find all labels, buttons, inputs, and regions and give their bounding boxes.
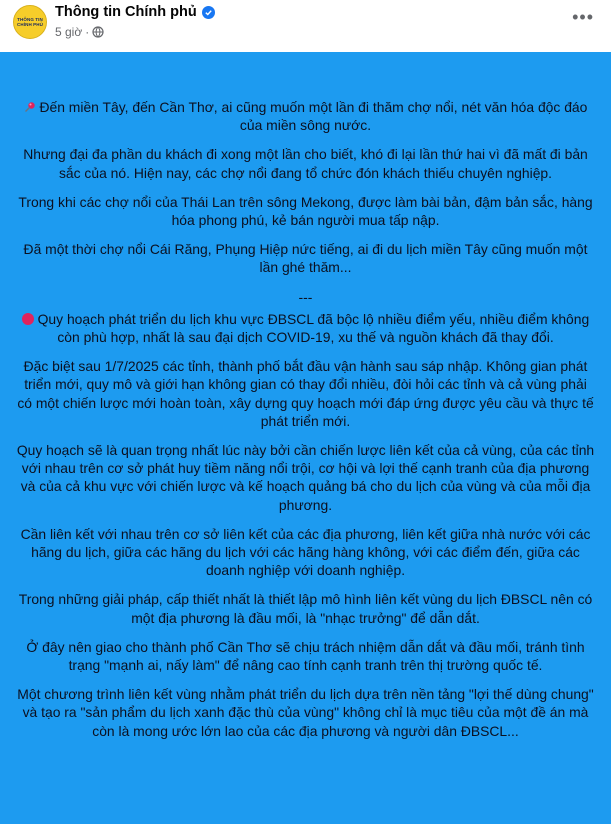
post-paragraph: Đến miền Tây, đến Cần Thơ, ai cũng muốn một lần đi thăm chợ nổi, nét văn hóa độc đáo của miền sông nước. [16,98,595,134]
avatar-text-line2: CHÍNH PHỦ [17,22,43,27]
post-paragraph: Đã một thời chợ nổi Cái Răng, Phụng Hiệp nức tiếng, ai đi du lịch miền Tây cũng muốn một lần ghé thăm... [23,241,588,276]
post-separator: --- [298,288,313,305]
avatar-text-line1: THÔNG TIN [17,17,43,22]
red-circle-icon [22,313,34,325]
more-icon[interactable]: ••• [572,7,594,27]
page-name-row [55,4,215,20]
post-paragraph: Một chương trình liên kết vùng nhằm phát triển du lịch dựa trên nền tảng "lợi thế dùng chung" và tạo ra "sản phẩm du lịch xanh đặc thù của vùng" không chỉ là mục tiêu của một đề án mà còn là mong ước lớn lao của các địa phương và người dân ĐBSCL... [17,686,594,739]
post-paragraph: Trong khi các chợ nổi của Thái Lan trên sông Mekong, được làm bài bản, đậm bản sắc, hàng hóa phong phú, kẻ bán người mua tấp nập. [18,193,593,229]
post-paragraph: Đặc biệt sau 1/7/2025 các tỉnh, thành phố bắt đầu vận hành sau sáp nhập. Không gian phát triển mới, quy mô và giới hạn không gian có thay đổi nhiều, đòi hỏi các tỉnh và cả vùng phải có một chiến lược mới hoàn toàn, xây dựng quy hoạch mới đáp ứng được yêu cầu và thực tế phát triển mới. [17,358,594,429]
post-timestamp[interactable]: 5 giờ [55,25,83,39]
post-meta [55,25,104,39]
post-paragraph: Cần liên kết với nhau trên cơ sở liên kết của các địa phương, liên kết giữa nhà nước với các hãng du lịch, giữa các hãng du lịch với các hãng hàng không, với các điểm đến, giữa các doanh nghiệp với doanh nghiệp. [20,525,591,579]
post-header [0,0,611,52]
post-paragraph: Nhưng đại đa phần du khách đi xong một lần cho biết, khó đi lại lần thứ hai vì đã mất đi bản sắc của nó. Hiện nay, các chợ nổi đang tổ chức đón khách thiếu chuyên nghiệp. [23,146,588,181]
page-avatar[interactable] [13,5,47,39]
verified-badge-icon [202,6,215,19]
pushpin-icon [24,101,36,113]
post-paragraph: Ở đây nên giao cho thành phố Cần Thơ sẽ chịu trách nhiệm dẫn dắt và đầu mối, tránh tình trạng "mạnh ai, nấy làm" để nâng cao tính cạnh tranh trên thị trường quốc tế. [26,638,585,674]
globe-icon[interactable] [92,26,104,38]
post-paragraph: Trong những giải pháp, cấp thiết nhất là thiết lập mô hình liên kết vùng du lịch ĐBSCL nên có một địa phương là đầu mối, là "nhạc trưởng" để dẫn dắt. [18,591,593,626]
page-name-link[interactable]: Thông tin Chính phủ [55,4,197,20]
post-body [16,98,595,751]
post-paragraph: Quy hoạch phát triển du lịch khu vực ĐBSCL đã bộc lộ nhiều điểm yếu, nhiều điểm không còn phù hợp, nhất là sau đại dịch COVID-19, xu thế và nguồn khách đã thay đổi. [16,310,595,346]
post-paragraph: Quy hoạch sẽ là quan trọng nhất lúc này bởi cần chiến lược liên kết của cả vùng, của các tỉnh với nhau trên cơ sở phát huy tiềm năng nổi trội, cơ hội và lợi thế cạnh tranh của địa phương và của cả khu vực với chiến lược và kế hoạch quảng bá cho du lịch của vùng và của mỗi địa phương. [16,442,595,513]
meta-separator: · [85,25,90,39]
